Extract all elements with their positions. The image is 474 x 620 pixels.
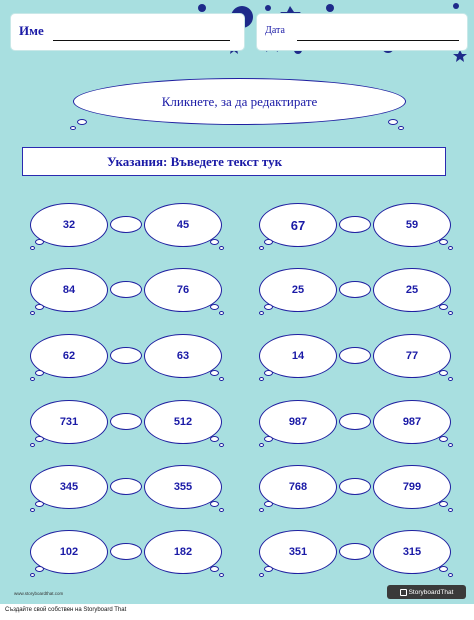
number-left: 987	[288, 416, 308, 428]
compare-bubble[interactable]	[110, 281, 142, 298]
thought-dot	[30, 246, 35, 250]
thought-dot	[210, 370, 219, 376]
bottom-caption: Създайте свой собствен на Storyboard That	[5, 607, 127, 613]
compare-bubble[interactable]	[339, 413, 371, 430]
number-left: 351	[288, 546, 308, 558]
thought-dot	[448, 508, 453, 512]
footer-url: www.storyboardthat.com	[14, 591, 64, 596]
thought-dot	[219, 508, 224, 512]
thought-dot	[35, 304, 44, 310]
number-left: 62	[62, 350, 76, 362]
thought-dot	[219, 443, 224, 447]
thought-dot	[210, 436, 219, 442]
thought-dot	[219, 311, 224, 315]
number-left: 731	[59, 416, 79, 428]
thought-dot	[30, 508, 35, 512]
thought-dot	[77, 119, 87, 125]
date-line	[297, 40, 459, 41]
number-right: 512	[173, 416, 193, 428]
number-right: 315	[402, 546, 422, 558]
number-right: 63	[176, 350, 190, 362]
thought-dot	[259, 246, 264, 250]
name-line	[53, 40, 230, 41]
number-left: 25	[291, 284, 305, 296]
number-left: 14	[291, 350, 305, 362]
thought-dot	[210, 304, 219, 310]
number-right: 45	[176, 219, 190, 231]
thought-dot	[448, 573, 453, 577]
thought-dot	[219, 377, 224, 381]
thought-dot	[439, 304, 448, 310]
storyboardthat-badge[interactable]	[387, 585, 466, 599]
thought-dot	[448, 443, 453, 447]
deco-circle	[198, 4, 206, 12]
thought-dot	[439, 501, 448, 507]
deco-star	[453, 50, 467, 62]
thought-dot	[264, 304, 273, 310]
compare-bubble[interactable]	[339, 543, 371, 560]
thought-dot	[264, 501, 273, 507]
number-right: 25	[405, 284, 419, 296]
thought-dot	[35, 501, 44, 507]
thought-dot	[264, 566, 273, 572]
instructions-text: Указания: Въведете текст тук	[107, 154, 283, 169]
thought-dot	[439, 436, 448, 442]
name-label: Име	[19, 23, 44, 38]
name-field[interactable]	[10, 13, 245, 51]
thought-dot	[35, 370, 44, 376]
compare-bubble[interactable]	[339, 478, 371, 495]
compare-bubble[interactable]	[110, 478, 142, 495]
thought-dot	[35, 239, 44, 245]
storyboard-logo-icon	[400, 589, 407, 596]
compare-bubble[interactable]	[339, 347, 371, 364]
number-left: 84	[62, 284, 76, 296]
compare-bubble[interactable]	[339, 216, 371, 233]
thought-dot	[398, 126, 404, 130]
deco-circle	[326, 4, 334, 12]
brand-label: StoryboardThat	[408, 588, 454, 596]
instructions-box[interactable]	[22, 147, 446, 176]
thought-dot	[30, 311, 35, 315]
thought-dot	[259, 377, 264, 381]
thought-dot	[259, 573, 264, 577]
thought-dot	[448, 311, 453, 315]
date-field[interactable]	[256, 13, 468, 51]
thought-dot	[259, 311, 264, 315]
date-label: Дата	[265, 25, 285, 36]
thought-dot	[259, 508, 264, 512]
thought-dot	[259, 443, 264, 447]
thought-dot	[210, 239, 219, 245]
thought-dot	[439, 566, 448, 572]
number-right: 76	[176, 284, 190, 296]
number-left: 768	[288, 481, 308, 493]
thought-dot	[30, 377, 35, 381]
number-right: 59	[405, 219, 419, 231]
thought-dot	[70, 126, 76, 130]
thought-dot	[219, 573, 224, 577]
number-right: 355	[173, 481, 193, 493]
thought-dot	[264, 239, 273, 245]
compare-bubble[interactable]	[110, 347, 142, 364]
thought-dot	[35, 436, 44, 442]
thought-dot	[439, 239, 448, 245]
compare-bubble[interactable]	[110, 216, 142, 233]
number-right: 987	[402, 416, 422, 428]
thought-dot	[264, 370, 273, 376]
number-left: 345	[59, 481, 79, 493]
compare-bubble[interactable]	[110, 413, 142, 430]
number-right: 77	[405, 350, 419, 362]
number-right: 799	[402, 481, 422, 493]
number-left: 32	[62, 219, 76, 231]
thought-dot	[210, 501, 219, 507]
deco-circle	[453, 3, 459, 9]
compare-bubble[interactable]	[339, 281, 371, 298]
thought-dot	[35, 566, 44, 572]
thought-dot	[264, 436, 273, 442]
thought-dot	[30, 573, 35, 577]
compare-bubble[interactable]	[110, 543, 142, 560]
title-text: Кликнете, за да редактирате	[161, 93, 318, 109]
thought-dot	[439, 370, 448, 376]
thought-dot	[388, 119, 398, 125]
title-bubble[interactable]	[73, 78, 406, 125]
deco-circle	[265, 5, 271, 11]
thought-dot	[30, 443, 35, 447]
thought-dot	[219, 246, 224, 250]
thought-dot	[448, 246, 453, 250]
number-left: 102	[59, 546, 79, 558]
number-right: 182	[173, 546, 193, 558]
thought-dot	[448, 377, 453, 381]
thought-dot	[210, 566, 219, 572]
number-left: 67	[290, 217, 306, 233]
